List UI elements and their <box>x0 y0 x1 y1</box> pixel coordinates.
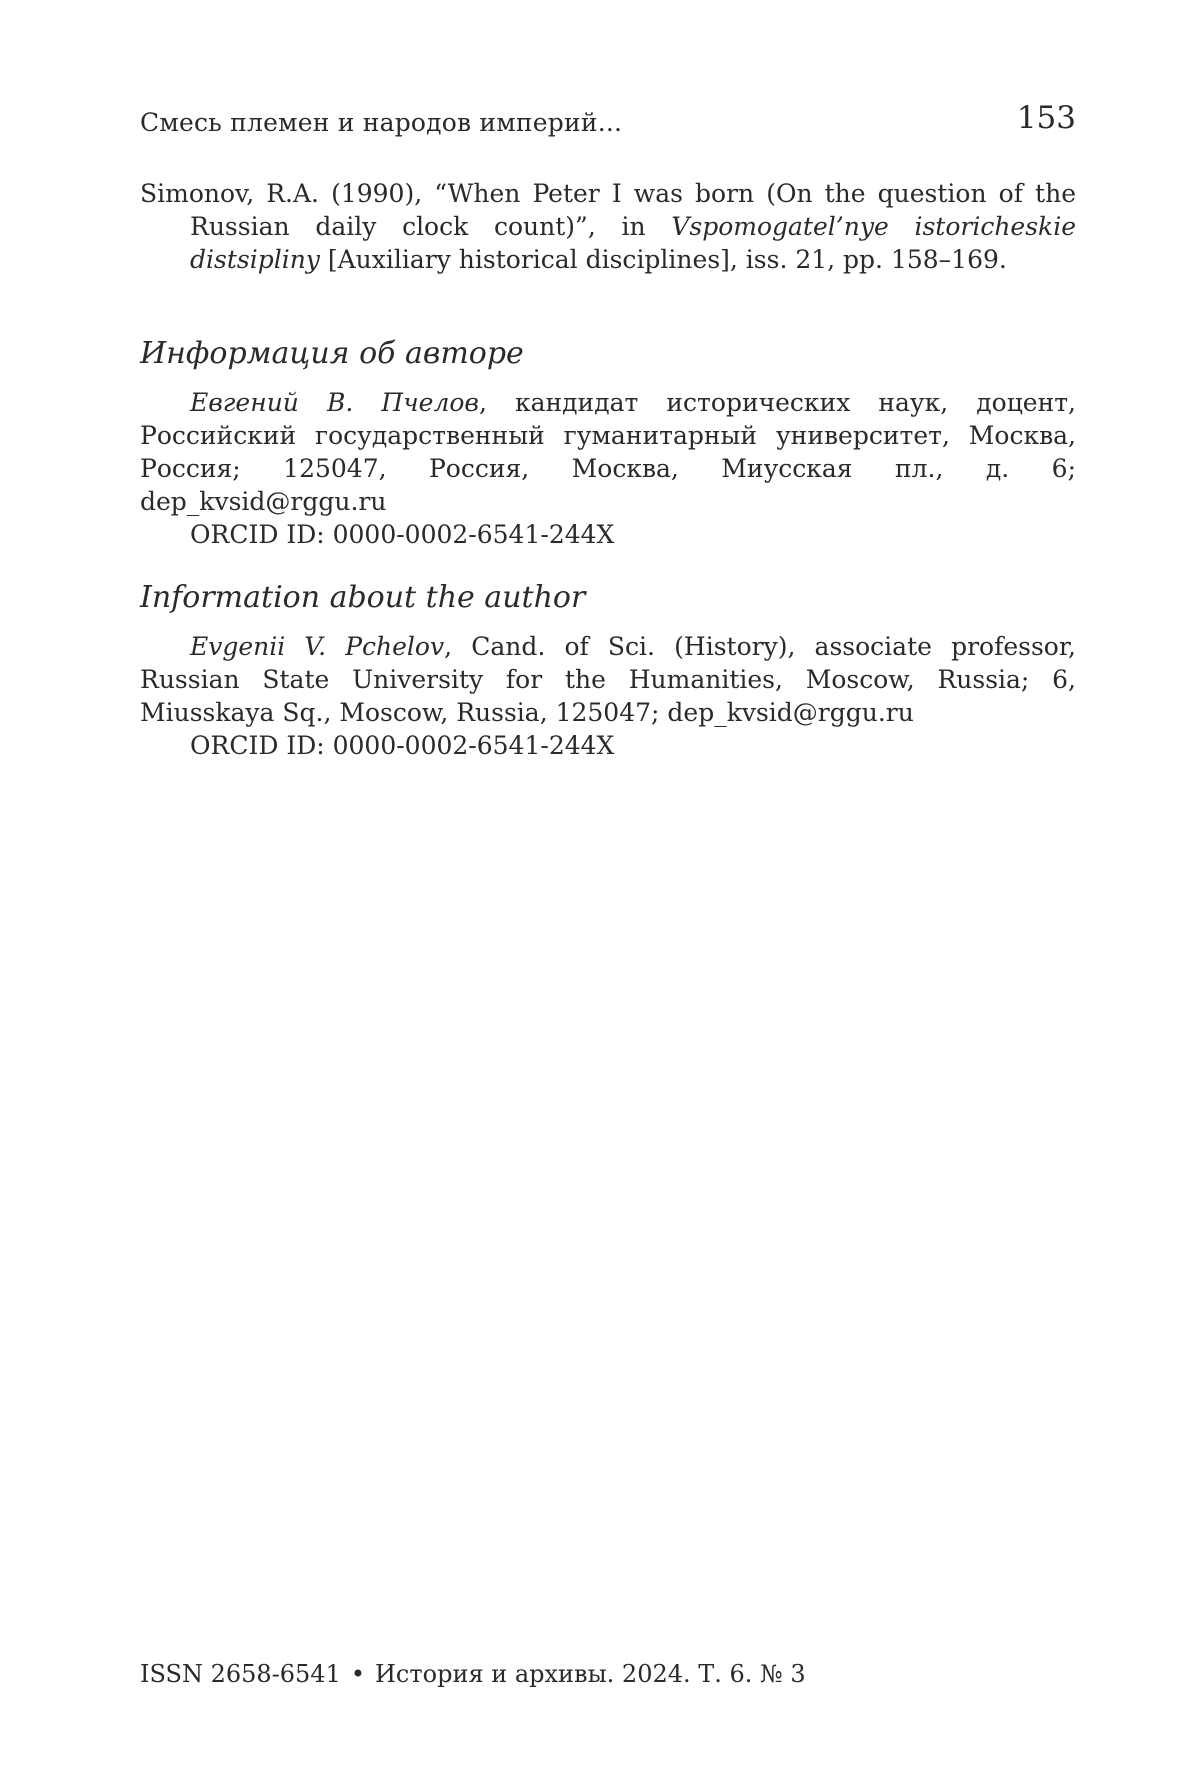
author-affiliation-ru: , кандидат исторических наук, доцент, Российский государственный гуманитарный университет, Москва, Россия; 125047, Россия, Москва, Миусская пл., д. 6; dep_kvsid@rggu.ru <box>140 388 1077 516</box>
orcid-en: ORCID ID: 0000-0002-6541-244X <box>190 731 615 760</box>
author-info-heading-en: Information about the author <box>140 580 586 615</box>
author-details-en <box>140 630 1076 729</box>
author-info-heading-ru: Информация об авторе <box>140 336 524 371</box>
author-info-en <box>140 630 1076 762</box>
reference-text-pre: Simonov, R.A. (1990), “When Peter I was born (On the question of the Russian daily clock count)”, in <box>140 179 1076 241</box>
running-head <box>140 100 1076 144</box>
footer-journal: История и архивы. 2024. Т. 6. № 3 <box>375 1660 806 1688</box>
reference-title: Vspomogatel’nye istoricheskie distsipliny <box>190 212 1076 274</box>
reference-text-post: [Auxiliary historical disciplines], iss. 21, pp. 158–169. <box>319 245 1007 274</box>
page-footer <box>140 1660 806 1688</box>
author-details-ru <box>140 386 1076 518</box>
author-name-ru: Евгений В. Пчелов <box>190 388 479 417</box>
running-title: Смесь племен и народов империй... <box>140 108 623 137</box>
page <box>140 0 1076 1780</box>
reference-entry <box>140 177 1076 276</box>
orcid-ru: ORCID ID: 0000-0002-6541-244X <box>190 520 615 549</box>
footer-issn: ISSN 2658-6541 <box>140 1660 341 1688</box>
footer-separator: • <box>350 1660 365 1688</box>
author-info-ru <box>140 386 1076 551</box>
author-affiliation-en: , Cand. of Sci. (History), associate professor, Russian State University for the Humanities, Moscow, Russia; 6, Miusskaya Sq., Moscow, Russia, 125047; dep_kvsid@rggu.ru <box>140 632 1076 727</box>
author-name-en: Evgenii V. Pchelov <box>190 632 445 661</box>
page-number: 153 <box>1016 100 1076 136</box>
